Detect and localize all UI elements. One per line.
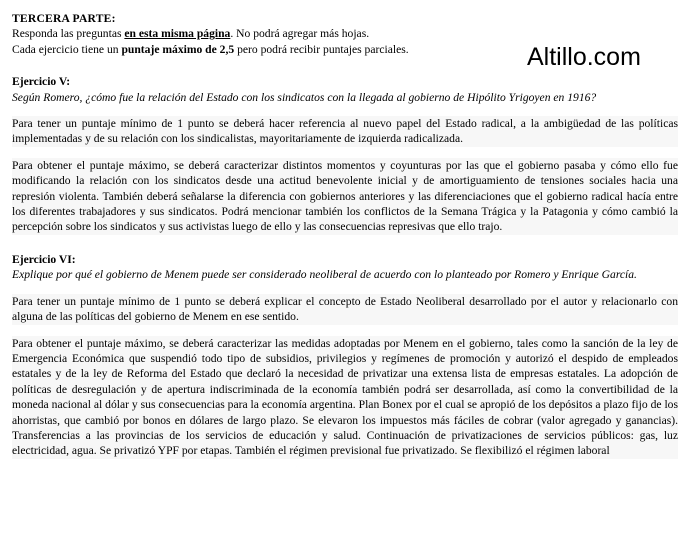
- instructions-line-2: [12, 42, 678, 57]
- exercise-vi-maximum-criteria: Para obtener el puntaje máximo, se deberá caracterizar las medidas adoptadas por Menem en el gobierno, tales como la sanción de la ley de Emergencia Económica que suspendió todo tipo de subsidios, privilegios y regímenes de promoción y autorizó el despido de empleados estatales y de la ley de Reforma del Estado que declaró la necesidad de privatizar una extensa lista de empresas estatales. La adopción de políticas de desregulación y de apertura indiscriminada de la economía también podrá ser desarrollada, así como la convertibilidad de la moneda nacional al dólar y sus consecuencias para la economía argentina. Plan Bonex por el cual se apropió de los depósitos a plazo fijo de los ahorristas, que cambió por bonos en dólares de largo plazo. Se elevaron los impuestos más fáciles de cobrar (valor agregado y ganancias). Transferencias a las provincias de los servicios de educación y salud. Continuación de privatizaciones de servicios públicos: gas, luz electricidad, agua. Se privatizó YPF por etapas. También el régimen previsional fue privatizado. Se flexibilizó el régimen laboral: [12, 336, 678, 458]
- max-score-emphasis: puntaje máximo de 2,5: [121, 42, 235, 56]
- instructions-text: Responda las preguntas: [12, 27, 125, 41]
- section-title: TERCERA PARTE:: [12, 12, 116, 25]
- exercise-vi-question: Explique por qué el gobierno de Menem puede ser considerado neoliberal de acuerdo con lo planteado por Romero y Enrique García.: [12, 268, 637, 282]
- exercise-vi-minimum-criteria: Para tener un puntaje mínimo de 1 punto se deberá explicar el concepto de Estado Neoliberal desarrollado por el autor y relacionarlo con alguna de las políticas del gobierno de Menem en ese sentido.: [12, 294, 678, 324]
- exercise-v-minimum-criteria: Para tener un puntaje mínimo de 1 punto se deberá hacer referencia al nuevo papel del Estado radical, a la ambigüedad de las políticas implementadas y de su relación con los sindicalistas, mayoritariamente de izquierda radicalizada.: [12, 117, 678, 146]
- altillo-watermark: Altillo.com: [527, 43, 641, 71]
- exam-document: [12, 11, 678, 459]
- exercise-v-question: Según Romero, ¿cómo fue la relación del Estado con los sindicatos con la llegada al gobierno de Hipólito Yrigoyen en 1916?: [12, 90, 597, 104]
- exercise-v-maximum-criteria: Para obtener el puntaje máximo, se deberá caracterizar distintos momentos y coyunturas por las que el gobierno pasaba y cómo ello fue modificando la relación con los sindicatos desde una actitud benevolente inicial y de amortiguamiento de tensiones sociales hacia una represión violenta. También deberá señalarse la diferencia con gobiernos anteriores y las diferenciaciones que el gobierno radical hacía entre los diferentes trabajadores y sus sindicatos. Podrá mencionar también los conflictos de la Semana Trágica y la Patagonia y cómo cambió la percepción sobre los sindicatos y sus activistas luego de ello y las consecuencias represivas que ello trajo.: [12, 158, 678, 234]
- instructions-line-1: [12, 26, 678, 41]
- exercise-vi-heading: Ejercicio VI:: [12, 252, 76, 266]
- instructions-emphasis: en esta misma página: [124, 27, 231, 41]
- instructions-text: . No podrá agregar más hojas.: [230, 27, 370, 41]
- instructions-text: pero podrá recibir puntajes parciales.: [234, 42, 409, 56]
- exercise-v-heading: Ejercicio V:: [12, 75, 71, 89]
- instructions-text: Cada ejercicio tiene un: [12, 42, 122, 56]
